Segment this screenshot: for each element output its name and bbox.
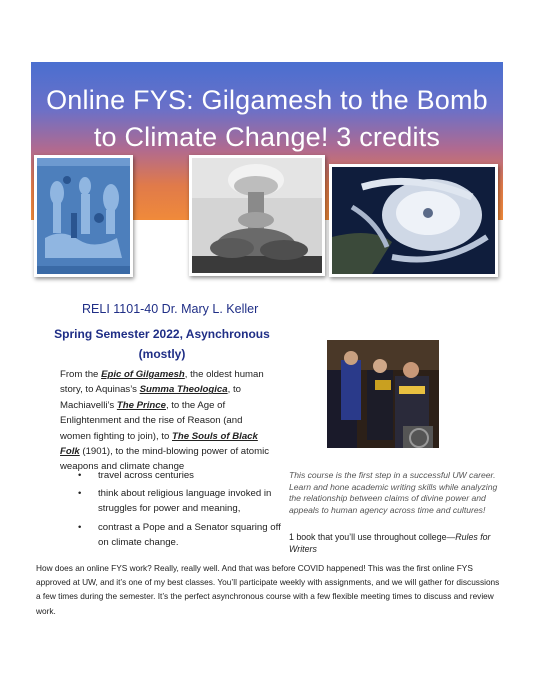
atomic-bomb-photo [189, 155, 325, 276]
bullet-glyph: • [78, 521, 82, 533]
epic-title: Epic of Gilgamesh [101, 369, 185, 380]
book-prefix: 1 book that you’ll use throughout college— [289, 532, 456, 542]
semester-line2: (mostly) [138, 347, 186, 361]
summa-title: Summa Theologica [139, 384, 228, 396]
intro-text: , to Machiavelli’s [60, 384, 241, 411]
topic-bullets [74, 468, 284, 553]
banner-title-line2: to Climate Change! 3 credits [93, 122, 441, 152]
banner-title [31, 82, 503, 156]
course-quote: This course is the first step in a successful UW career. Learn and hone academic writing skills while analyzing the relationship between claims of divine power and appeals to human agency across time and cultures! [289, 470, 498, 515]
closing-paragraph: How does an online FYS work? Really, really well. And that was before COVID happened! This was the first online FYS approved at UW, and it’s one of my best classes. You’ll participate weekly with assignments, and we will gather for discussions a few times during the semester. It’s the perfect asynchronous course with a few flexible meeting times to discuss and review work. [36, 563, 500, 616]
intro-text: , to the Age of Enlightenment and the rise of Reason (and women fighting to join), to [60, 399, 243, 442]
prince-title: The Prince [116, 399, 166, 411]
hurricane-photo [329, 164, 498, 277]
semester-line1: Spring Semester 2022, Asynchronous [54, 327, 270, 341]
course-intro-paragraph [60, 367, 272, 475]
required-book [289, 532, 504, 555]
semester-line [52, 324, 272, 364]
bullet-text: think about religious language invoked in struggles for power and meaning, [98, 488, 272, 515]
intro-text: , the oldest human story, to Aquinas’s [60, 369, 264, 396]
cylinder-seal-photo [34, 155, 133, 277]
bullet-item [74, 468, 284, 483]
bullet-text: contrast a Pope and a Senator squaring off on climate change. [98, 521, 281, 548]
book-title: Rules for Writers [289, 532, 491, 554]
intro-text: From the [60, 369, 102, 380]
intro-text: (1901), to the mind-blowing power of atomic weapons and climate change [60, 446, 270, 473]
souls-title: The Souls of Black Folk [60, 430, 258, 458]
bullet-item [74, 486, 284, 516]
bullet-text: travel across centuries [98, 470, 194, 481]
bullet-item [74, 520, 284, 550]
bullet-glyph: • [78, 488, 82, 500]
graduation-photo [327, 340, 439, 448]
bullet-glyph: • [78, 470, 82, 481]
banner-title-line1: Online FYS: Gilgamesh to the Bomb [46, 85, 488, 115]
course-line: RELI 1101-40 Dr. Mary L. Keller [82, 302, 259, 316]
